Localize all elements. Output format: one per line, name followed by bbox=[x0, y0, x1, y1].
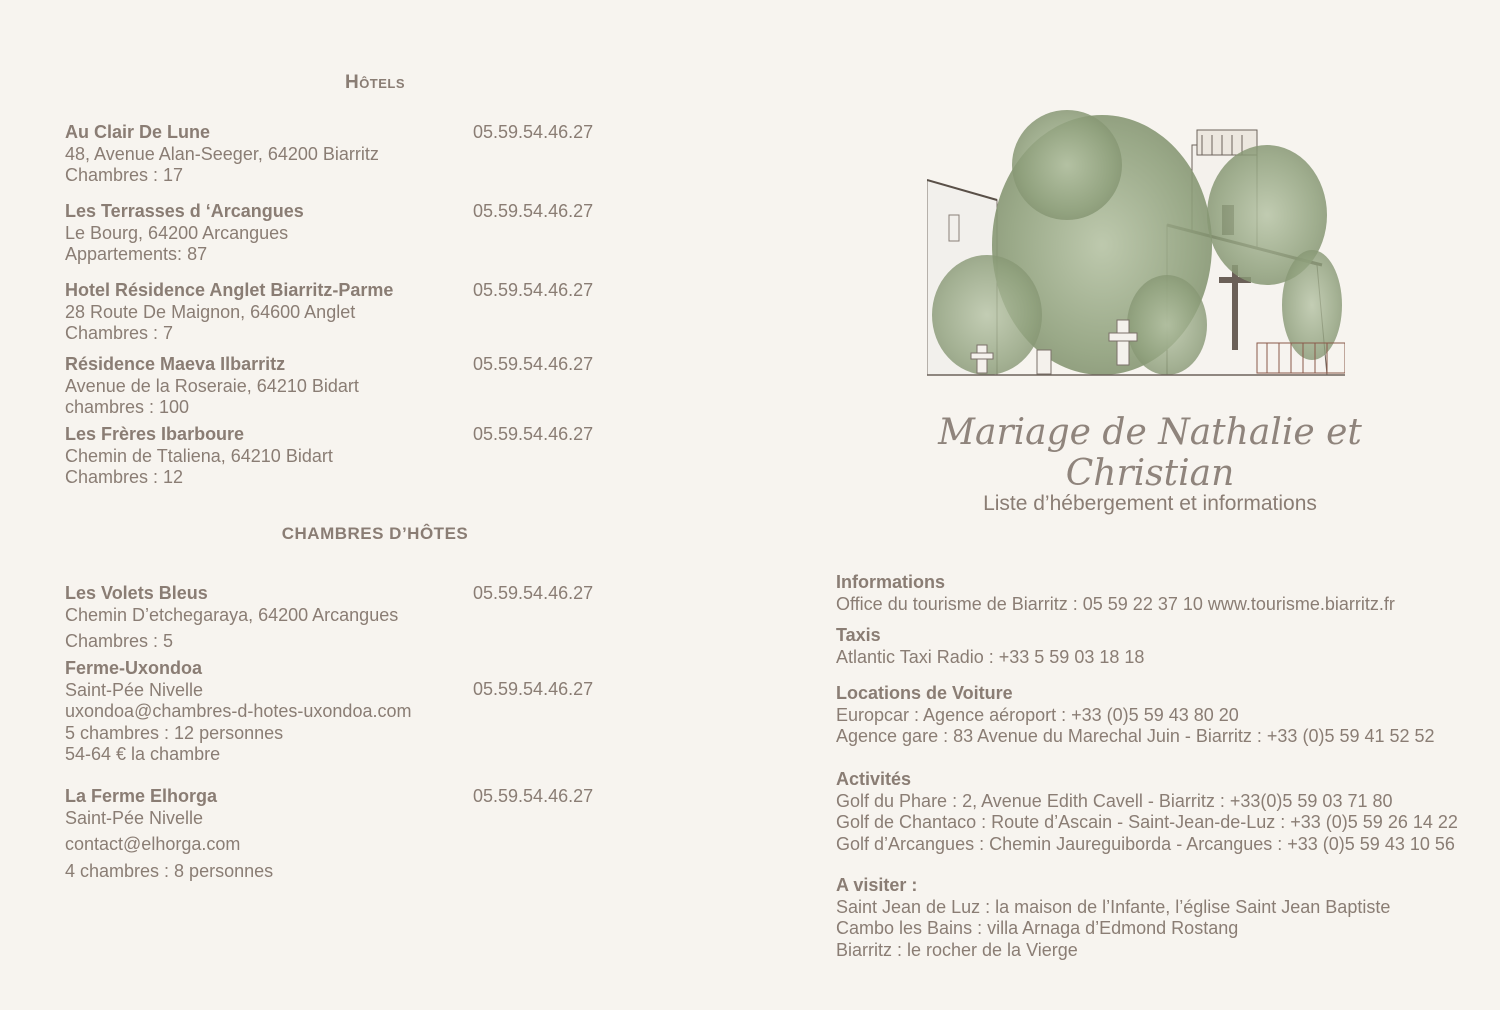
info-block-to-visit bbox=[836, 875, 1476, 961]
hotel-address: 48, Avenue Alan-Seeger, 64200 Biarritz bbox=[65, 143, 379, 164]
guest-room-entry bbox=[65, 658, 625, 766]
guest-room-location: Saint-Pée Nivelle bbox=[65, 807, 204, 828]
church-sketch-icon bbox=[927, 105, 1345, 377]
guest-room-address: Chemin D’etchegaraya, 64200 Arcangues bbox=[65, 604, 399, 625]
guest-room-email: contact@elhorga.com bbox=[65, 834, 241, 854]
hotel-rooms: Chambres : 7 bbox=[65, 323, 174, 343]
info-line: Atlantic Taxi Radio : +33 5 59 03 18 18 bbox=[836, 646, 1145, 667]
guest-room-name: Ferme-Uxondoa bbox=[65, 658, 203, 678]
info-block-activities bbox=[836, 769, 1476, 855]
guest-room-name: La Ferme Elhorga bbox=[65, 786, 218, 806]
info-line: Agence gare : 83 Avenue du Marechal Juin - Biarritz : +33 (0)5 59 41 52 52 bbox=[836, 726, 1435, 746]
guest-room-entry bbox=[65, 786, 625, 882]
hotel-entry bbox=[65, 122, 625, 187]
hotel-name: Les Frères Ibarboure bbox=[65, 424, 245, 444]
info-line: Golf de Chantaco : Route d’Ascain - Saint-Jean-de-Luz : +33 (0)5 59 26 14 22 bbox=[836, 812, 1458, 832]
guest-room-phone: 05.59.54.46.27 bbox=[473, 786, 594, 806]
hotel-address: 28 Route De Maignon, 64600 Anglet bbox=[65, 301, 356, 322]
guest-room-name: Les Volets Bleus bbox=[65, 583, 208, 603]
hotel-entry bbox=[65, 354, 625, 419]
hotel-name: Au Clair De Lune bbox=[65, 122, 211, 142]
guest-room-price: 54-64 € la chambre bbox=[65, 744, 221, 764]
hotel-phone: 05.59.54.46.27 bbox=[473, 354, 594, 374]
info-line: Golf du Phare : 2, Avenue Edith Cavell - Biarritz : +33(0)5 59 03 71 80 bbox=[836, 790, 1393, 811]
guest-room-email: uxondoa@chambres-d-hotes-uxondoa.com bbox=[65, 701, 412, 721]
info-line: Europcar : Agence aéroport : +33 (0)5 59 43 80 20 bbox=[836, 704, 1239, 725]
hotels-heading: Hôtels bbox=[344, 72, 406, 93]
hotel-entry bbox=[65, 424, 625, 489]
subtitle: Liste d’hébergement et informations bbox=[983, 492, 1317, 515]
hotel-name: Résidence Maeva Ilbarritz bbox=[65, 354, 286, 374]
info-line: Biarritz : le rocher de la Vierge bbox=[836, 939, 1078, 960]
guest-room-phone: 05.59.54.46.27 bbox=[473, 583, 594, 603]
hotel-phone: 05.59.54.46.27 bbox=[473, 424, 594, 444]
info-heading: Activités bbox=[836, 769, 912, 789]
info-line: Cambo les Bains : villa Arnaga d’Edmond Rostang bbox=[836, 918, 1239, 938]
hotel-rooms: Appartements: 87 bbox=[65, 244, 208, 264]
hotel-phone: 05.59.54.46.27 bbox=[473, 280, 594, 300]
hotel-rooms: Chambres : 12 bbox=[65, 467, 184, 487]
info-heading: A visiter : bbox=[836, 875, 918, 895]
hotel-name: Hotel Résidence Anglet Biarritz-Parme bbox=[65, 280, 394, 300]
hotel-rooms: Chambres : 17 bbox=[65, 165, 184, 185]
info-block-taxis bbox=[836, 625, 1476, 668]
info-line: Golf d’Arcangues : Chemin Jaureguiborda - Arcangues : +33 (0)5 59 43 10 56 bbox=[836, 833, 1455, 854]
info-heading: Taxis bbox=[836, 625, 881, 645]
guest-rooms-heading: CHAMBRES D’HÔTES bbox=[281, 524, 469, 543]
guest-room-capacity: 5 chambres : 12 personnes bbox=[65, 722, 284, 743]
hotel-entry bbox=[65, 201, 625, 266]
hotel-address: Avenue de la Roseraie, 64210 Bidart bbox=[65, 375, 359, 396]
hotel-rooms: chambres : 100 bbox=[65, 397, 190, 417]
info-block-car-rental bbox=[836, 683, 1476, 748]
hotel-name: Les Terrasses d ‘Arcangues bbox=[65, 201, 304, 221]
wedding-title: Mariage de Nathalie et Christian bbox=[938, 412, 1362, 494]
hotel-phone: 05.59.54.46.27 bbox=[473, 201, 594, 221]
info-block-informations bbox=[836, 572, 1476, 615]
info-heading: Locations de Voiture bbox=[836, 683, 1013, 703]
guest-room-capacity: Chambres : 5 bbox=[65, 631, 174, 651]
guest-room-location: Saint-Pée Nivelle bbox=[65, 679, 204, 700]
guest-room-phone: 05.59.54.46.27 bbox=[473, 679, 594, 699]
hotel-entry bbox=[65, 280, 625, 345]
guest-room-capacity: 4 chambres : 8 personnes bbox=[65, 860, 274, 881]
hotel-phone: 05.59.54.46.27 bbox=[473, 122, 594, 142]
info-heading: Informations bbox=[836, 572, 946, 592]
hotel-address: Le Bourg, 64200 Arcangues bbox=[65, 222, 289, 243]
info-line: Saint Jean de Luz : la maison de l’Infante, l’église Saint Jean Baptiste bbox=[836, 896, 1391, 917]
info-line: Office du tourisme de Biarritz : 05 59 22 37 10 www.tourisme.biarritz.fr bbox=[836, 593, 1395, 614]
guest-room-entry bbox=[65, 583, 625, 653]
hotel-address: Chemin de Ttaliena, 64210 Bidart bbox=[65, 445, 333, 466]
